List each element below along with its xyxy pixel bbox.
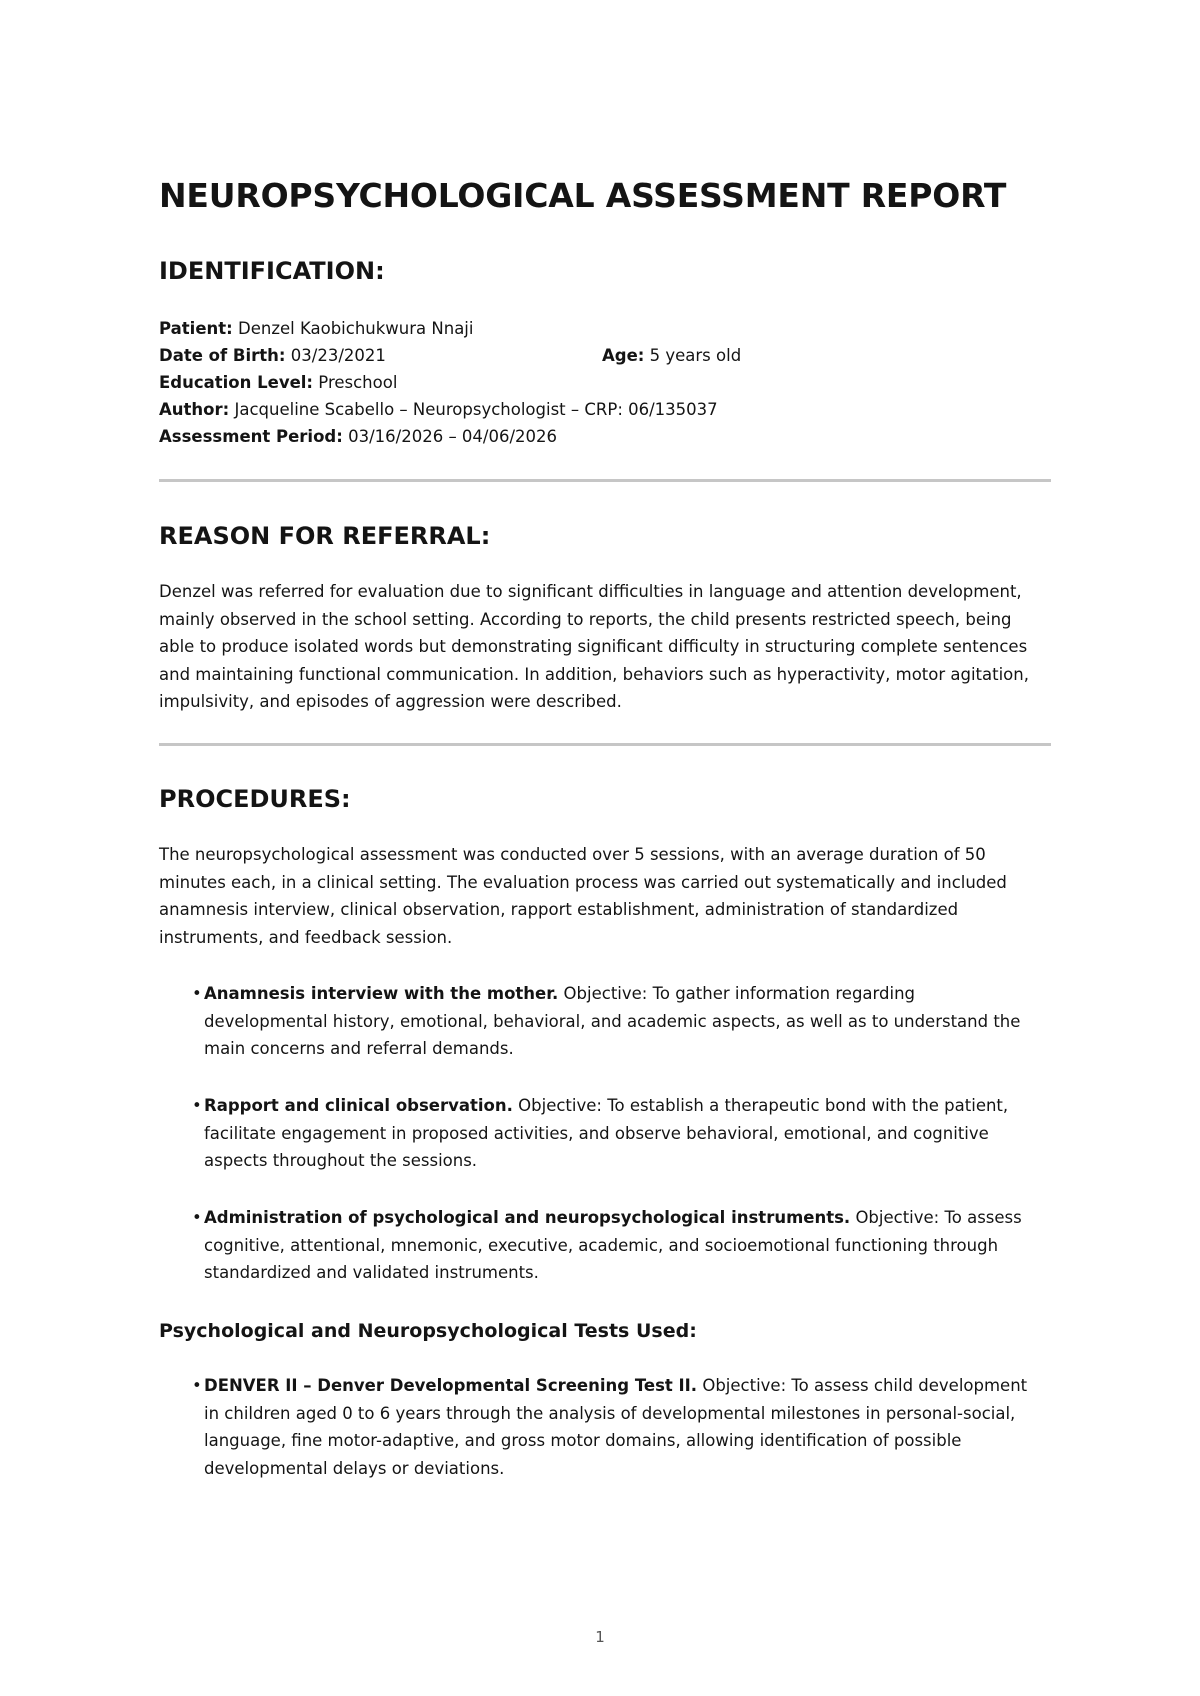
age-label: Age:: [602, 346, 645, 365]
bullet-icon: •: [192, 1376, 202, 1395]
bullet-icon: •: [192, 1096, 202, 1115]
list-item: [192, 1092, 1034, 1175]
patient-label: Patient:: [159, 319, 233, 338]
period-line: [159, 423, 557, 450]
education-label: Education Level:: [159, 373, 314, 392]
procedures-paragraph: The neuropsychological assessment was conducted over 5 sessions, with an average duration of 50 minutes each, in a clinical setting. The evaluation process was carried out systematically and included anamnesis interview, clinical observation, rapport establishment, administration of standardized instruments, and feedback session.: [159, 845, 1007, 947]
list-item-title: Administration of psychological and neuropsychological instruments.: [204, 1208, 851, 1227]
list-item-title: DENVER II – Denver Developmental Screening Test II.: [204, 1376, 698, 1395]
page-number: 1: [595, 1628, 605, 1646]
section-divider: [159, 479, 1051, 482]
age-line: [602, 342, 741, 369]
author-line: [159, 396, 718, 423]
dob-line: [159, 342, 386, 369]
list-item-title: Rapport and clinical observation.: [204, 1096, 513, 1115]
bullet-icon: •: [192, 984, 202, 1003]
report-title: NEUROPSYCHOLOGICAL ASSESSMENT REPORT: [159, 176, 1007, 215]
bullet-icon: •: [192, 1208, 202, 1227]
section-divider: [159, 743, 1051, 746]
list-item-text: Objective: To assess child development in children aged 0 to 6 years through the analysis of developmental milestones in personal-social, language, fine motor-adaptive, and gross motor domains, allowing identification of possible developmental delays or deviations.: [204, 1376, 1028, 1478]
period-label: Assessment Period:: [159, 427, 343, 446]
education-value: Preschool: [318, 373, 398, 392]
dob-value: 03/23/2021: [290, 346, 386, 365]
referral-heading: REASON FOR REFERRAL:: [159, 522, 491, 550]
education-line: [159, 369, 397, 396]
author-value: Jacqueline Scabello – Neuropsychologist – CRP: 06/135037: [234, 400, 718, 419]
dob-label: Date of Birth:: [159, 346, 286, 365]
list-item-text: Objective: To assess cognitive, attentional, mnemonic, executive, academic, and socioemotional functioning through standardized and validated instruments.: [204, 1208, 1022, 1282]
period-value: 03/16/2026 – 04/06/2026: [348, 427, 558, 446]
list-item-text: Objective: To establish a therapeutic bond with the patient, facilitate engagement in proposed activities, and observe behavioral, emotional, and cognitive aspects throughout the sessions.: [204, 1096, 1009, 1170]
age-value: 5 years old: [649, 346, 742, 365]
list-item: [192, 980, 1034, 1063]
procedures-heading: PROCEDURES:: [159, 785, 351, 813]
patient-value: Denzel Kaobichukwura Nnaji: [238, 319, 474, 338]
identification-heading: IDENTIFICATION:: [159, 257, 385, 285]
list-item-title: Anamnesis interview with the mother.: [204, 984, 559, 1003]
list-item: [192, 1204, 1034, 1287]
referral-paragraph: Denzel was referred for evaluation due to significant difficulties in language and attention development, mainly observed in the school setting. According to reports, the child presents restricted speech, being able to produce isolated words but demonstrating significant difficulty in structuring complete sentences and maintaining functional communication. In addition, behaviors such as hyperactivity, motor agitation, impulsivity, and episodes of aggression were described.: [159, 582, 1029, 711]
author-label: Author:: [159, 400, 230, 419]
list-item: [192, 1372, 1034, 1482]
list-item-text: Objective: To gather information regarding developmental history, emotional, behavioral, and academic aspects, as well as to understand the main concerns and referral demands.: [204, 984, 1021, 1058]
patient-line: [159, 315, 473, 342]
tests-heading: Psychological and Neuropsychological Tests Used:: [159, 1320, 697, 1342]
